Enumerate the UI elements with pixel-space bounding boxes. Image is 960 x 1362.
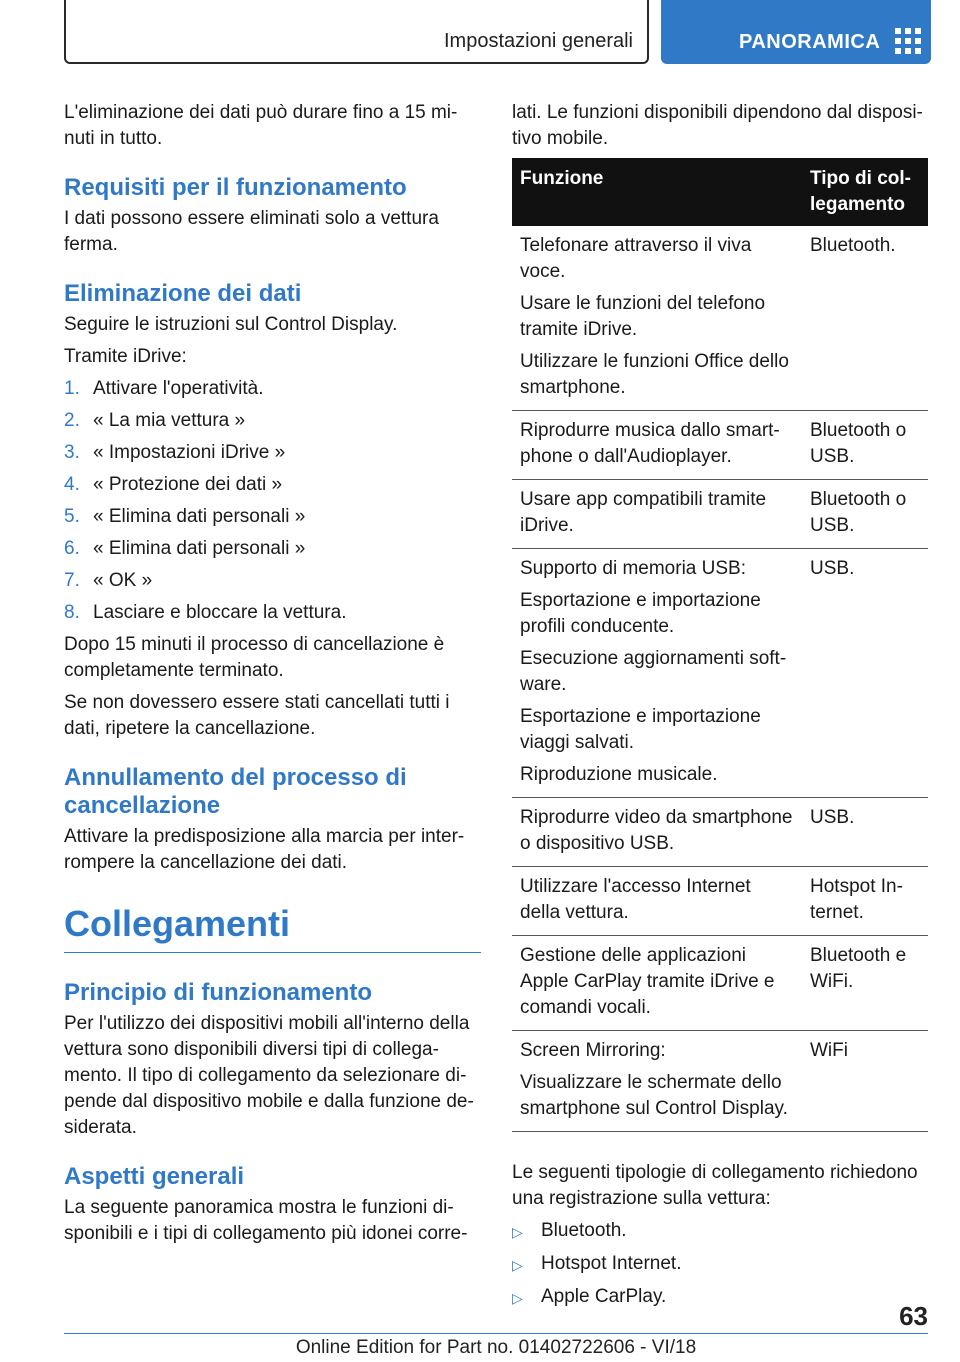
- after-text-2: Se non dovessero essere stati cancellati tutti i dati, ripetere la cancellazione.: [64, 692, 450, 739]
- function-text: Riprodurre musica dallo smart-phone o dall'Audioplayer.: [520, 420, 780, 467]
- step-number: 8.: [64, 602, 80, 623]
- right-column: [512, 100, 928, 1317]
- grid-icon[interactable]: [895, 28, 921, 54]
- triangle-bullet-icon: ▷: [512, 1257, 523, 1273]
- continuation-text: lati. Le funzioni disponibili dipendono dal disposi-tivo mobile.: [512, 102, 923, 149]
- function-text: Riprodurre video da smartphone o dispositivo USB.: [520, 807, 793, 854]
- overview-button[interactable]: [661, 0, 931, 64]
- step-number: 6.: [64, 538, 80, 559]
- connection-type-cell: Bluetooth e WiFi.: [802, 936, 928, 1031]
- function-text: Riproduzione musicale.: [520, 764, 718, 785]
- connection-type-cell: USB.: [802, 798, 928, 867]
- principle-heading: Principio di funzionamento: [64, 979, 372, 1006]
- function-cell: [512, 936, 802, 1031]
- deletion-heading: Eliminazione dei dati: [64, 280, 302, 307]
- table-row: [512, 867, 928, 936]
- header-connection-type: Tipo di col-legamento: [802, 158, 928, 226]
- connection-type-cell: USB.: [802, 549, 928, 798]
- function-text: Supporto di memoria USB:: [520, 558, 746, 579]
- footer-edition: Online Edition for Part no. 01402722606 - VI/18: [295, 1337, 697, 1358]
- function-text: Esportazione e importazione profili conducente.: [520, 590, 761, 637]
- function-text: Gestione delle applicazioni Apple CarPlay tramite iDrive e comandi vocali.: [520, 945, 775, 1018]
- step-text: Lasciare e bloccare la vettura.: [93, 602, 347, 623]
- requirements-heading: Requisiti per il funzionamento: [64, 174, 407, 201]
- cancel-heading: Annullamento del processo di cancellazione: [64, 764, 407, 819]
- function-cell: [512, 549, 802, 798]
- table-row: [512, 798, 928, 867]
- table-header-row: [512, 158, 928, 226]
- step-item: [64, 440, 481, 466]
- left-column: [64, 100, 481, 1253]
- function-text: Usare le funzioni del telefono tramite iDrive.: [520, 293, 766, 340]
- registration-text: Le seguenti tipologie di collegamento richiedono una registrazione sulla vettura:: [512, 1162, 918, 1209]
- deletion-text: Seguire le istruzioni sul Control Display.: [64, 314, 398, 335]
- step-text: Attivare l'operatività.: [93, 378, 264, 399]
- step-item: [64, 600, 481, 626]
- general-text: La seguente panoramica mostra le funzioni di-sponibili e i tipi di collegamento più idonei corre-: [64, 1197, 468, 1244]
- requirements-text: I dati possono essere eliminati solo a vettura ferma.: [64, 208, 439, 255]
- step-number: 3.: [64, 442, 80, 463]
- table-row: [512, 1031, 928, 1132]
- header-function: Funzione: [512, 158, 802, 226]
- function-text: Utilizzare l'accesso Internet della vettura.: [520, 876, 751, 923]
- registration-list: [512, 1218, 928, 1311]
- section-tab: [64, 0, 649, 64]
- idrive-label: Tramite iDrive:: [64, 346, 187, 367]
- footer-divider: [64, 1333, 928, 1334]
- connection-type-cell: Bluetooth o USB.: [802, 411, 928, 480]
- step-text: « La mia vettura »: [93, 410, 246, 431]
- list-item-text: Apple CarPlay.: [541, 1286, 667, 1307]
- function-text: Telefonare attraverso il viva voce.: [520, 235, 752, 282]
- connection-type-cell: Bluetooth.: [802, 226, 928, 411]
- table-row: [512, 936, 928, 1031]
- principle-text: Per l'utilizzo dei dispositivi mobili all'interno della vettura sono disponibili diversi tipi di collega-mento. Il tipo di collegamento da selezionare di-pende dal dispositivo mobile e dalla funzione de-siderata.: [64, 1013, 474, 1138]
- step-text: « OK »: [93, 570, 153, 591]
- connection-type-cell: WiFi: [802, 1031, 928, 1132]
- step-number: 7.: [64, 570, 80, 591]
- steps-list: [64, 376, 481, 626]
- list-item: [512, 1251, 928, 1278]
- cancel-text: Attivare la predisposizione alla marcia per inter-rompere la cancellazione dei dati.: [64, 826, 465, 873]
- step-text: « Elimina dati personali »: [93, 538, 306, 559]
- intro-text: L'eliminazione dei dati può durare fino a 15 mi-nuti in tutto.: [64, 102, 458, 149]
- step-text: « Elimina dati personali »: [93, 506, 306, 527]
- function-cell: [512, 1031, 802, 1132]
- function-cell: [512, 480, 802, 549]
- connection-table: [512, 158, 928, 1132]
- step-item: [64, 536, 481, 562]
- function-cell: [512, 867, 802, 936]
- function-cell: [512, 411, 802, 480]
- triangle-bullet-icon: ▷: [512, 1224, 523, 1240]
- overview-label: PANORAMICA: [739, 31, 881, 53]
- section-title: Impostazioni generali: [444, 30, 633, 52]
- connection-type-cell: Hotspot In-ternet.: [802, 867, 928, 936]
- table-row: [512, 549, 928, 798]
- table-row: [512, 226, 928, 411]
- triangle-bullet-icon: ▷: [512, 1290, 523, 1306]
- list-item: [512, 1218, 928, 1245]
- step-item: [64, 376, 481, 402]
- list-item-text: Hotspot Internet.: [541, 1253, 682, 1274]
- function-text: Esportazione e importazione viaggi salvati.: [520, 706, 761, 753]
- step-text: « Impostazioni iDrive »: [93, 442, 286, 463]
- function-cell: [512, 798, 802, 867]
- function-text: Utilizzare le funzioni Office dello smartphone.: [520, 351, 789, 398]
- table-row: [512, 480, 928, 549]
- table-row: [512, 411, 928, 480]
- list-item: [512, 1284, 928, 1311]
- general-heading: Aspetti generali: [64, 1163, 245, 1190]
- step-number: 1.: [64, 378, 80, 399]
- function-text: Screen Mirroring:: [520, 1040, 666, 1061]
- step-item: [64, 568, 481, 594]
- page-number: 63: [899, 1301, 928, 1331]
- function-text: Esecuzione aggiornamenti soft-ware.: [520, 648, 787, 695]
- function-cell: [512, 226, 802, 411]
- step-item: [64, 472, 481, 498]
- step-number: 5.: [64, 506, 80, 527]
- step-number: 4.: [64, 474, 80, 495]
- after-text-1: Dopo 15 minuti il processo di cancellazione è completamente terminato.: [64, 634, 445, 681]
- step-number: 2.: [64, 410, 80, 431]
- step-item: [64, 408, 481, 434]
- chapter-title: Collegamenti: [64, 904, 481, 953]
- step-item: [64, 504, 481, 530]
- connection-type-cell: Bluetooth o USB.: [802, 480, 928, 549]
- list-item-text: Bluetooth.: [541, 1220, 627, 1241]
- function-text: Visualizzare le schermate dello smartphone sul Control Display.: [520, 1072, 788, 1119]
- function-text: Usare app compatibili tramite iDrive.: [520, 489, 767, 536]
- step-text: « Protezione dei dati »: [93, 474, 283, 495]
